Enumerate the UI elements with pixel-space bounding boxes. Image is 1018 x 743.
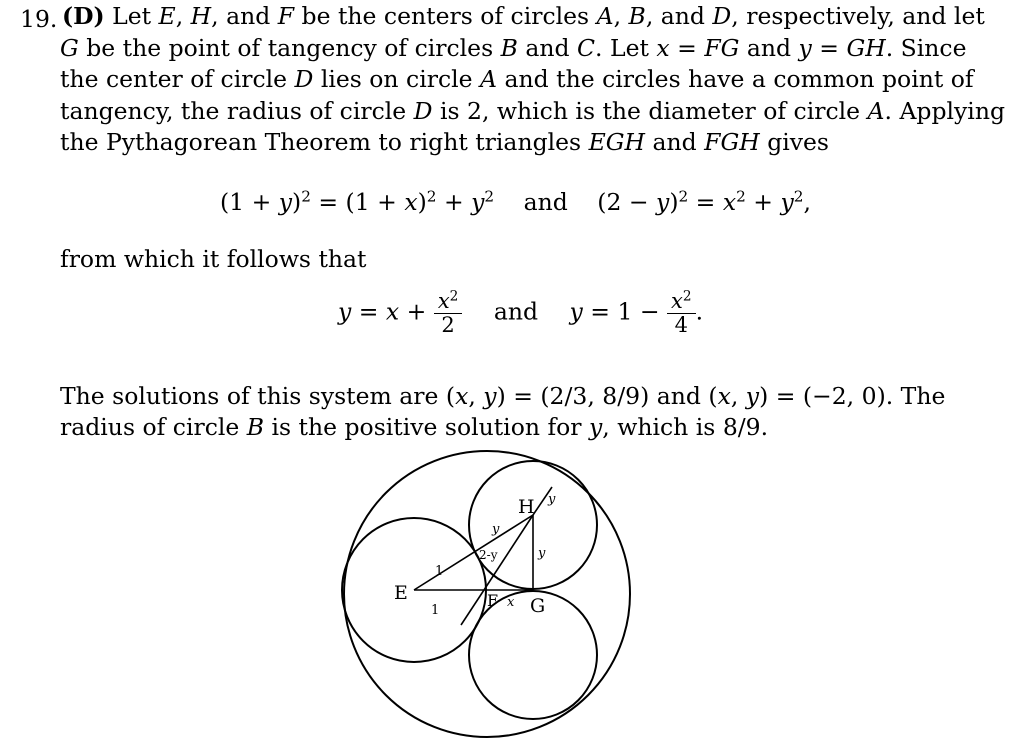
label-G: G [530,595,546,617]
para1-line3: the center of circle D lies on circle A and the circles have a common point of [60,65,974,93]
segment-EH [414,515,533,590]
fraction-x2-over-4: $\frac{x^2}{4}$ [667,290,696,336]
equation-1: $(1 + y)^2 = (1 + x)^2 + y^2$ and $(2 - y)^2 = x^2 + y^2$, [220,187,811,216]
label-one-upper: 1 [435,564,444,579]
label-y-right: y [538,546,546,561]
para1-line1: (D) Let E, H, and F be the centers of circles A, B, and D, respectively, and let [62,2,985,30]
label-F: F [487,591,499,610]
label-E: E [394,582,408,604]
label-x: x [507,595,515,610]
para2-line1: The solutions of this system are (x, y) = (2/3, 8/9) and (x, y) = (−2, 0). The [60,382,946,410]
follows-text: from which it follows that [60,245,367,273]
para1-line2: G be the point of tangency of circles B and C. Let x = FG and y = GH. Since [60,34,967,62]
para1-line5: the Pythagorean Theorem to right triangles EGH and FGH gives [60,128,829,156]
label-H: H [518,496,535,518]
label-2-minus-y: 2-y [479,548,498,562]
para1-line4: tangency, the radius of circle D is 2, which is the diameter of circle A. Applying [60,97,1005,125]
problem-number: 19. [20,5,58,33]
answer-choice: (D) [62,2,105,30]
label-y-left: y [492,522,500,537]
label-y-top: y [548,492,556,507]
equation-2: y = x + $\frac{x^2}{2}$ and y = 1 − $\frac{x^2}{4}$ . [338,288,704,338]
para2-line2: radius of circle B is the positive solution for y, which is 8/9. [60,413,769,441]
fraction-x2-over-2: $\frac{x^2}{2}$ [434,290,463,336]
label-one-lower: 1 [431,603,440,618]
